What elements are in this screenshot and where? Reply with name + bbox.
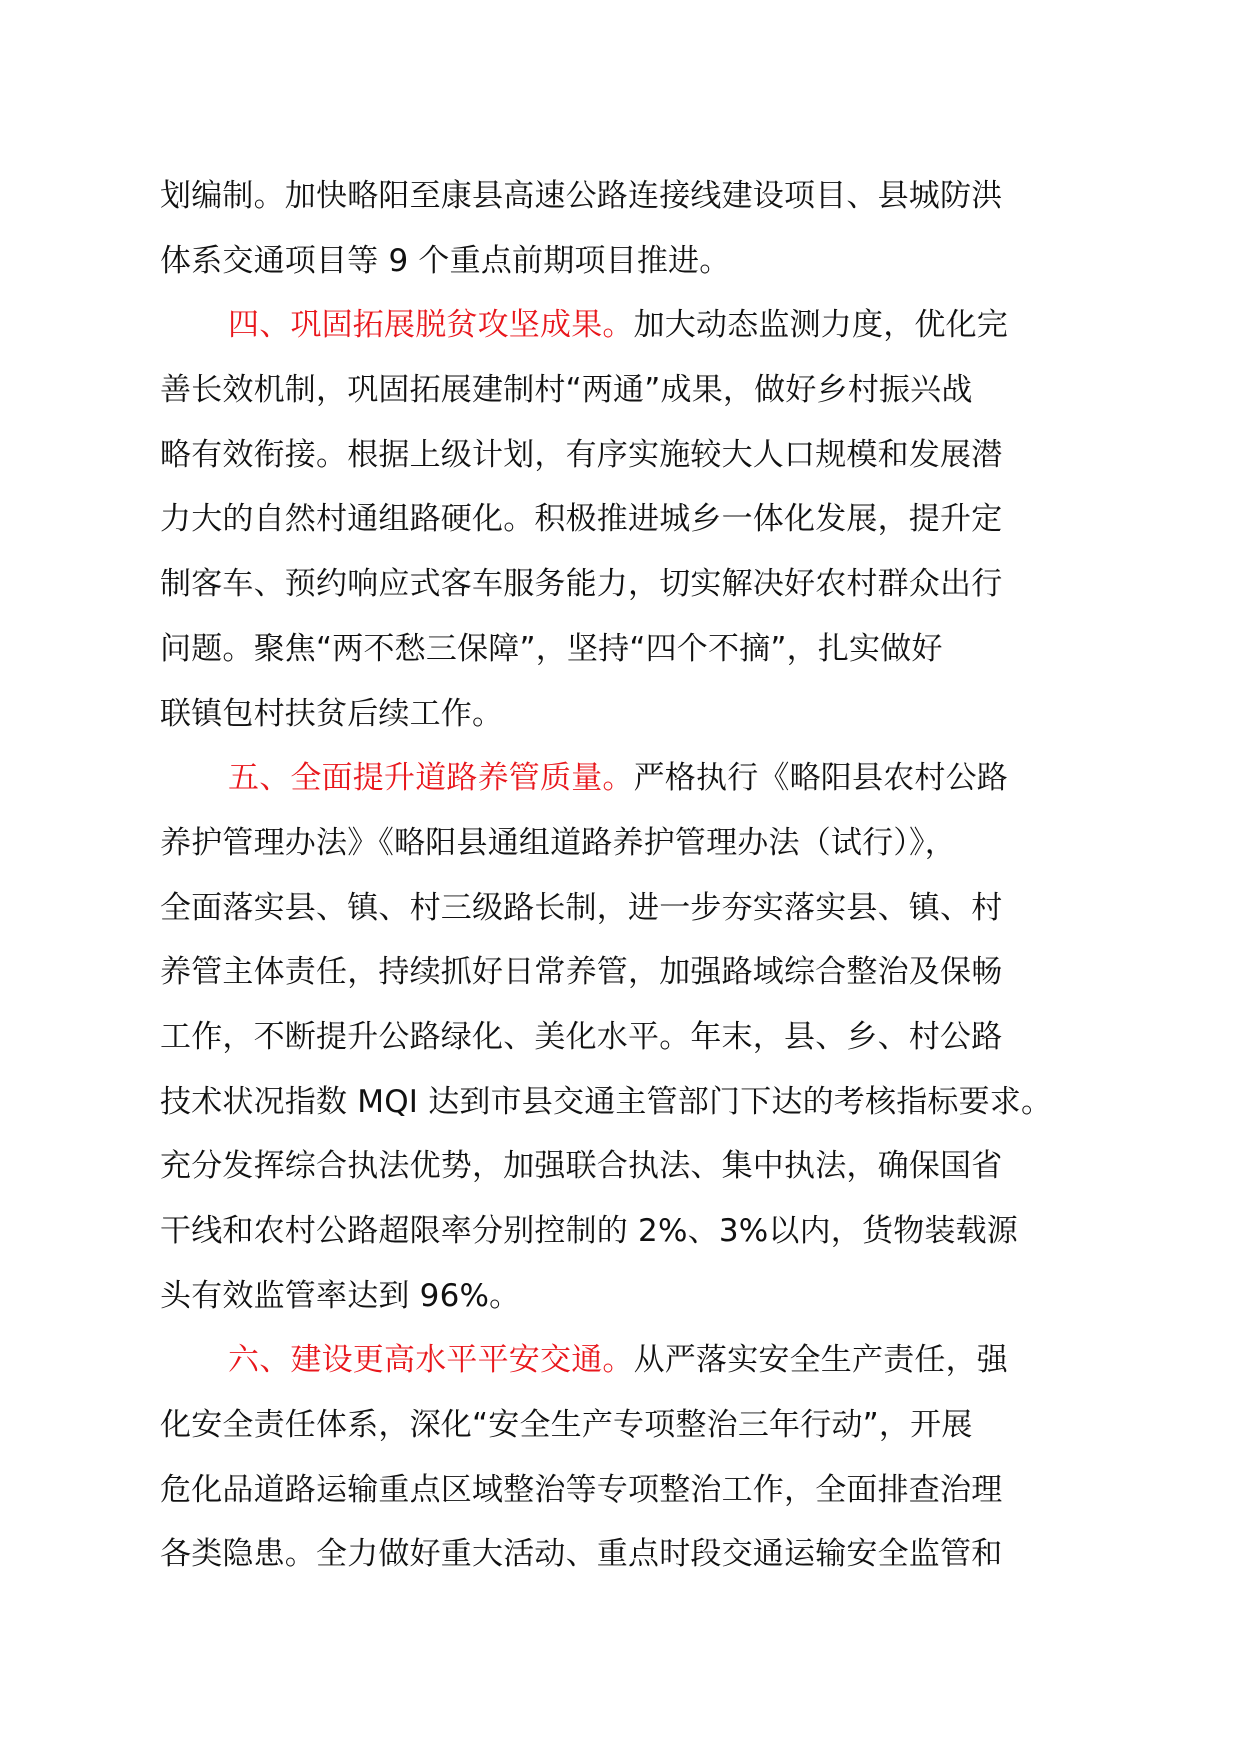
text-line bbox=[160, 487, 1100, 552]
line-text: 制客车、预约响应式客车服务能力，切实解决好农村群众出行 bbox=[160, 566, 1003, 603]
text-line bbox=[160, 617, 1100, 682]
line-text: 加大动态监测力度，优化完 bbox=[633, 307, 1009, 344]
text-line bbox=[160, 1393, 1100, 1458]
line-text: 干线和农村公路超限率分别控制的 2%、3%以内，货物装载源 bbox=[160, 1213, 1019, 1249]
line-text: 各类隐患。全力做好重大活动、重点时段交通运输安全监管和 bbox=[160, 1536, 1003, 1573]
text-line bbox=[160, 552, 1100, 617]
line-text: 严格执行《略阳县农村公路 bbox=[633, 760, 1009, 797]
line-text: 从严落实安全生产责任，强 bbox=[633, 1342, 1009, 1379]
line-text: 化安全责任体系，深化“安全生产专项整治三年行动”，开展 bbox=[160, 1407, 973, 1444]
document-body bbox=[160, 164, 1100, 1587]
text-line bbox=[160, 1199, 1100, 1264]
line-text: 头有效监管率达到 96%。 bbox=[160, 1277, 521, 1314]
line-text: 体系交通项目等 9 个重点前期项目推进。 bbox=[160, 242, 731, 279]
line-text: 充分发挥综合执法优势，加强联合执法、集中执法，确保国省 bbox=[160, 1148, 1003, 1185]
section-5-first-line bbox=[160, 746, 1100, 811]
text-line bbox=[160, 164, 1100, 229]
line-text: 力大的自然村通组路硬化。积极推进城乡一体化发展，提升定 bbox=[160, 501, 1003, 538]
text-line bbox=[160, 1458, 1100, 1523]
section-6-heading: 六、建设更高水平平安交通。 bbox=[228, 1342, 634, 1379]
section-4-heading: 四、巩固拓展脱贫攻坚成果。 bbox=[228, 307, 634, 344]
line-text: 养管主体责任，持续抓好日常养管，加强路域综合整治及保畅 bbox=[160, 954, 1003, 991]
text-line bbox=[160, 1005, 1100, 1070]
section-6-first-line bbox=[160, 1328, 1100, 1393]
text-line bbox=[160, 876, 1100, 941]
text-line bbox=[160, 229, 1100, 294]
text-line bbox=[160, 940, 1100, 1005]
text-line bbox=[160, 811, 1100, 876]
line-text: 善长效机制，巩固拓展建制村“两通”成果，做好乡村振兴战 bbox=[160, 372, 973, 409]
text-line bbox=[160, 1070, 1100, 1135]
section-4-first-line bbox=[160, 293, 1100, 358]
line-text: 联镇包村扶贫后续工作。 bbox=[160, 695, 504, 732]
text-line bbox=[160, 1522, 1100, 1587]
line-text: 养护管理办法》《略阳县通组道路养护管理办法（试行）》， bbox=[160, 824, 956, 861]
text-line bbox=[160, 423, 1100, 488]
line-text: 划编制。加快略阳至康县高速公路连接线建设项目、县城防洪 bbox=[160, 178, 1003, 214]
line-text: 危化品道路运输重点区域整治等专项整治工作，全面排查治理 bbox=[160, 1471, 1003, 1508]
line-text: 全面落实县、镇、村三级路长制，进一步夯实落实县、镇、村 bbox=[160, 889, 1003, 926]
line-text: 技术状况指数 MQI 达到市县交通主管部门下达的考核指标要求。 bbox=[160, 1083, 1053, 1120]
text-line bbox=[160, 682, 1100, 747]
section-5-heading: 五、全面提升道路养管质量。 bbox=[228, 760, 634, 797]
line-text: 问题。聚焦“两不愁三保障”，坚持“四个不摘”，扎实做好 bbox=[160, 630, 943, 667]
text-line bbox=[160, 1264, 1100, 1329]
text-line bbox=[160, 1134, 1100, 1199]
line-text: 略有效衔接。根据上级计划，有序实施较大人口规模和发展潜 bbox=[160, 436, 1003, 473]
text-line bbox=[160, 358, 1100, 423]
line-text: 工作，不断提升公路绿化、美化水平。年末，县、乡、村公路 bbox=[160, 1018, 1003, 1055]
